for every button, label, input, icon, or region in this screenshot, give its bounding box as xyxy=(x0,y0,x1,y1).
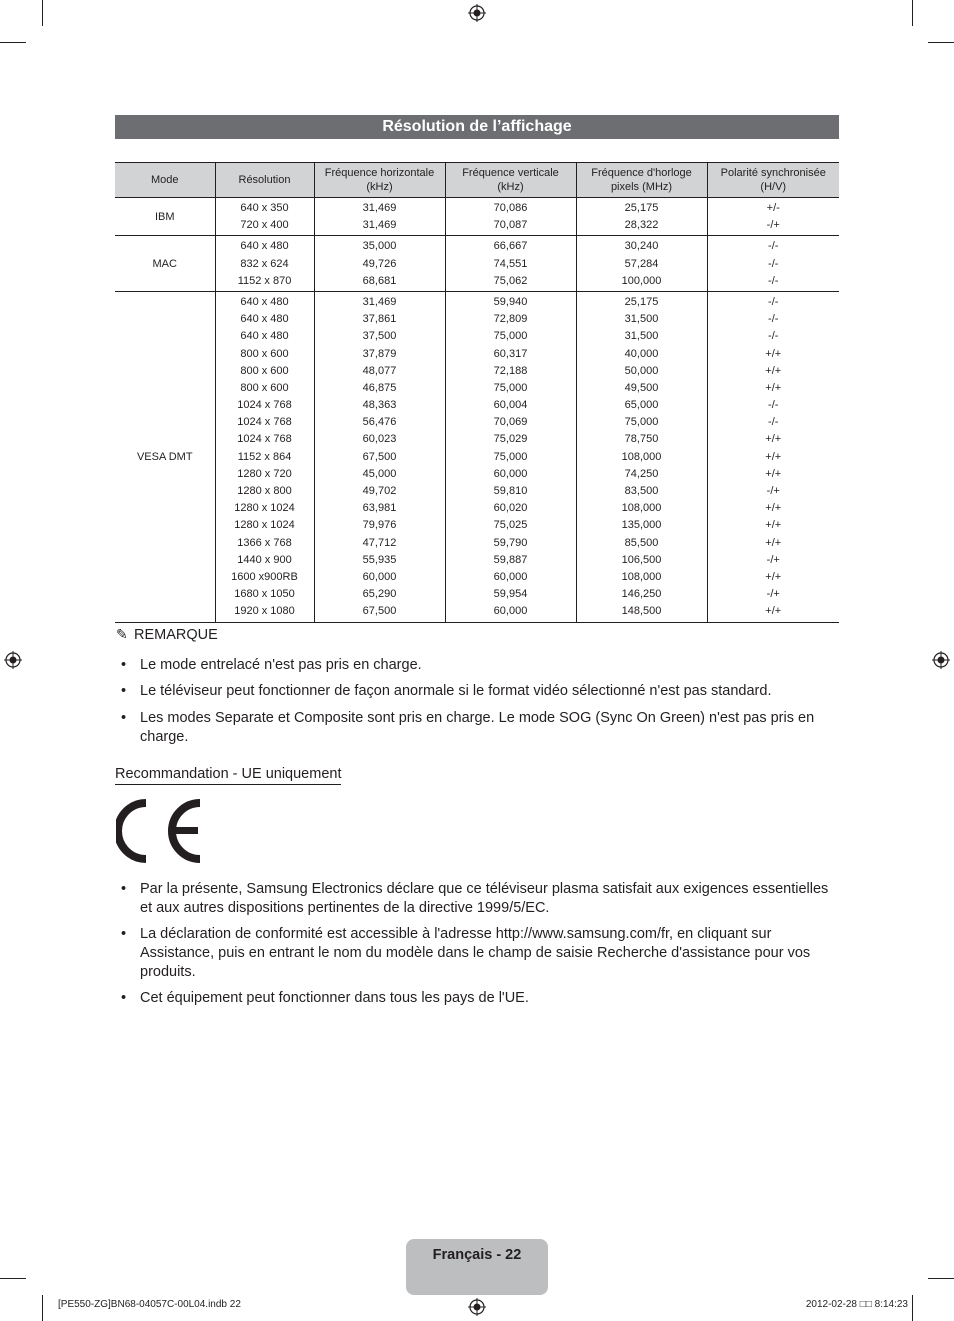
crop-mark xyxy=(912,0,913,26)
cell-value: -/- xyxy=(768,313,779,326)
mode-cell: IBM xyxy=(115,198,215,236)
cell-value: 57,284 xyxy=(624,257,659,270)
cell-value: 1152 x 864 xyxy=(237,450,292,463)
cell-value: 37,879 xyxy=(362,347,397,360)
registration-mark-icon xyxy=(468,1298,486,1316)
cell-value: 75,000 xyxy=(624,416,659,429)
cell-value: 67,500 xyxy=(362,450,397,463)
cell-value: 1280 x 720 xyxy=(237,467,292,480)
cell-value: 720 x 400 xyxy=(240,219,289,232)
cell-value: +/- xyxy=(766,202,780,214)
cell-value: 108,000 xyxy=(621,570,662,583)
table-cell xyxy=(707,291,839,622)
cell-value: -/+ xyxy=(766,588,780,601)
table-cell xyxy=(314,291,445,622)
cell-value: 59,887 xyxy=(493,553,528,566)
table-cell xyxy=(707,236,839,292)
cell-value: 1680 x 1050 xyxy=(234,588,295,601)
cell-value: -/- xyxy=(768,330,779,343)
cell-value: 60,000 xyxy=(493,605,528,618)
cell-value: -/+ xyxy=(766,553,780,566)
cell-value: +/+ xyxy=(765,536,782,549)
cell-value: 25,175 xyxy=(624,295,659,308)
cell-value: 1024 x 768 xyxy=(237,433,292,446)
cell-value: 31,469 xyxy=(362,295,397,308)
cell-value: 70,069 xyxy=(493,416,528,429)
cell-value: 108,000 xyxy=(621,502,662,515)
cell-value: 68,681 xyxy=(362,274,397,287)
cell-value: -/+ xyxy=(766,219,780,232)
cell-value: +/+ xyxy=(765,347,782,360)
column-header: Fréquence d'horloge pixels (MHz) xyxy=(576,163,707,198)
table-cell xyxy=(576,198,707,236)
page-number-tab: Français - 22 xyxy=(406,1239,548,1295)
cell-value: 35,000 xyxy=(362,240,397,253)
cell-value: 60,000 xyxy=(493,570,528,583)
table-cell xyxy=(576,236,707,292)
cell-value: 31,500 xyxy=(624,330,659,343)
cell-value: 31,469 xyxy=(362,219,397,232)
cell-value: -/- xyxy=(768,240,779,253)
cell-value: 100,000 xyxy=(621,274,662,287)
cell-value: -/- xyxy=(768,399,779,412)
cell-value: 1280 x 1024 xyxy=(234,519,295,532)
cell-value: 108,000 xyxy=(621,450,662,463)
note-list xyxy=(115,656,839,747)
cell-value: 75,062 xyxy=(493,274,528,287)
table-cell xyxy=(576,291,707,622)
cell-value: 79,976 xyxy=(362,519,397,532)
cell-value: 60,000 xyxy=(362,570,397,583)
cell-value: 56,476 xyxy=(362,416,397,429)
table-cell xyxy=(215,291,314,622)
crop-mark xyxy=(42,1295,43,1321)
timestamp-slug: 2012-02-28 □□ 8:14:23 xyxy=(805,1299,908,1310)
cell-value: +/+ xyxy=(765,381,782,394)
cell-value: 70,086 xyxy=(493,202,528,214)
cell-value: 25,175 xyxy=(624,202,659,214)
cell-value: 60,023 xyxy=(362,433,397,446)
pencil-icon: ✎ xyxy=(116,626,128,642)
cell-value: 75,029 xyxy=(493,433,528,446)
column-header: Fréquence horizontale (kHz) xyxy=(314,163,445,198)
column-header: Polarité synchronisée (H/V) xyxy=(707,163,839,198)
cell-value: 1280 x 800 xyxy=(237,485,292,497)
cell-value: 72,188 xyxy=(493,364,528,377)
table-cell xyxy=(445,236,576,292)
column-header: Mode xyxy=(115,163,215,198)
cell-value: 63,981 xyxy=(362,502,397,515)
column-header: Fréquence verticale (kHz) xyxy=(445,163,576,198)
cell-value: 30,240 xyxy=(624,240,659,253)
cell-value: +/+ xyxy=(765,605,782,618)
cell-value: 37,861 xyxy=(362,313,397,326)
cell-value: 640 x 350 xyxy=(240,202,289,214)
cell-value: 75,000 xyxy=(493,330,528,343)
table-cell xyxy=(215,198,314,236)
cell-value: +/+ xyxy=(765,502,782,515)
crop-mark xyxy=(928,1278,954,1279)
cell-value: 85,500 xyxy=(624,536,659,549)
cell-value: 74,551 xyxy=(493,257,528,270)
list-item: • Cet équipement peut fonctionner dans tous les pays de l'UE. xyxy=(115,989,839,1008)
mode-cell: VESA DMT xyxy=(115,291,215,622)
cell-value: 60,000 xyxy=(493,467,528,480)
table-row xyxy=(115,236,839,292)
column-header: Résolution xyxy=(215,163,314,198)
mode-cell: MAC xyxy=(115,236,215,292)
recommendation-list xyxy=(115,880,839,1008)
cell-value: 60,004 xyxy=(493,399,528,412)
crop-mark xyxy=(928,42,954,43)
table-row xyxy=(115,291,839,622)
cell-value: 59,940 xyxy=(493,295,528,308)
cell-value: 75,025 xyxy=(493,519,528,532)
cell-value: 59,954 xyxy=(493,588,528,601)
table-header-row xyxy=(115,163,839,198)
cell-value: 47,712 xyxy=(362,536,397,549)
cell-value: 74,250 xyxy=(624,467,659,480)
table-cell xyxy=(215,236,314,292)
crop-mark xyxy=(0,1278,26,1279)
cell-value: 70,087 xyxy=(493,219,528,232)
cell-value: 59,810 xyxy=(493,485,528,497)
resolution-table xyxy=(115,162,839,623)
cell-value: 106,500 xyxy=(621,553,662,566)
cell-value: 31,469 xyxy=(362,202,397,214)
cell-value: 31,500 xyxy=(624,313,659,326)
cell-value: +/+ xyxy=(765,433,782,446)
cell-value: 1280 x 1024 xyxy=(234,502,295,515)
cell-value: 49,702 xyxy=(362,485,397,497)
recommendation-title: Recommandation - UE uniquement xyxy=(115,766,341,785)
cell-value: +/+ xyxy=(765,450,782,463)
cell-value: 28,322 xyxy=(624,219,659,232)
list-item: • Les modes Separate et Composite sont pris en charge. Le mode SOG (Sync On Green) n'est pas pris en charge. xyxy=(115,709,839,747)
table-cell xyxy=(314,236,445,292)
list-item: • Le téléviseur peut fonctionner de façon anormale si le format vidéo sélectionné n'est pas standard. xyxy=(115,682,839,701)
cell-value: 37,500 xyxy=(362,330,397,343)
cell-value: 40,000 xyxy=(624,347,659,360)
file-slug: [PE550-ZG]BN68-04057C-00L04.indb 22 xyxy=(58,1299,241,1310)
ce-mark-logo xyxy=(116,799,204,863)
cell-value: 48,363 xyxy=(362,399,397,412)
cell-value: +/+ xyxy=(765,364,782,377)
cell-value: 75,000 xyxy=(493,450,528,463)
registration-mark-icon xyxy=(468,4,486,22)
cell-value: 78,750 xyxy=(624,433,659,446)
table-cell xyxy=(707,198,839,236)
crop-mark xyxy=(0,42,26,43)
cell-value: 148,500 xyxy=(621,605,662,618)
cell-value: 1024 x 768 xyxy=(237,416,292,429)
cell-value: 67,500 xyxy=(362,605,397,618)
crop-mark xyxy=(42,0,43,26)
cell-value: -/- xyxy=(768,257,779,270)
cell-value: 83,500 xyxy=(624,485,659,497)
cell-value: 65,290 xyxy=(362,588,397,601)
cell-value: 49,500 xyxy=(624,381,659,394)
section-title: Résolution de l’affichage xyxy=(115,115,839,139)
cell-value: 48,077 xyxy=(362,364,397,377)
cell-value: 65,000 xyxy=(624,399,659,412)
cell-value: 640 x 480 xyxy=(240,240,289,253)
cell-value: -/+ xyxy=(766,485,780,497)
cell-value: 1440 x 900 xyxy=(237,553,292,566)
cell-value: +/+ xyxy=(765,570,782,583)
table-cell xyxy=(314,198,445,236)
table-cell xyxy=(445,198,576,236)
cell-value: +/+ xyxy=(765,467,782,480)
cell-value: 800 x 600 xyxy=(240,347,289,360)
cell-value: -/- xyxy=(768,274,779,287)
cell-value: 60,317 xyxy=(493,347,528,360)
cell-value: 75,000 xyxy=(493,381,528,394)
list-item: • La déclaration de conformité est accessible à l'adresse http://www.samsung.com/fr, en cliquant sur Assistance, puis en entrant le nom du modèle dans le champ de saisie Recherche d'assistance pour vos produits. xyxy=(115,925,839,982)
cell-value: 800 x 600 xyxy=(240,381,289,394)
cell-value: 46,875 xyxy=(362,381,397,394)
note-label: REMARQUE xyxy=(134,627,218,643)
crop-mark xyxy=(912,1295,913,1321)
cell-value: 66,667 xyxy=(493,240,528,253)
cell-value: 55,935 xyxy=(362,553,397,566)
list-item: • Le mode entrelacé n'est pas pris en charge. xyxy=(115,656,839,675)
cell-value: 50,000 xyxy=(624,364,659,377)
cell-value: 640 x 480 xyxy=(240,330,289,343)
table-body xyxy=(115,198,839,623)
cell-value: 640 x 480 xyxy=(240,313,289,326)
cell-value: 49,726 xyxy=(362,257,397,270)
cell-value: 135,000 xyxy=(621,519,662,532)
cell-value: 45,000 xyxy=(362,467,397,480)
registration-mark-icon xyxy=(4,651,22,669)
cell-value: 1600 x900RB xyxy=(231,570,298,583)
cell-value: 146,250 xyxy=(621,588,662,601)
cell-value: +/+ xyxy=(765,519,782,532)
cell-value: 59,790 xyxy=(493,536,528,549)
cell-value: 72,809 xyxy=(493,313,528,326)
cell-value: 60,020 xyxy=(493,502,528,515)
cell-value: 640 x 480 xyxy=(240,295,289,308)
table-cell xyxy=(445,291,576,622)
cell-value: 832 x 624 xyxy=(240,257,289,270)
cell-value: 1024 x 768 xyxy=(237,399,292,412)
cell-value: 1920 x 1080 xyxy=(234,605,295,618)
registration-mark-icon xyxy=(932,651,950,669)
table-row xyxy=(115,198,839,236)
cell-value: 1152 x 870 xyxy=(237,274,292,287)
cell-value: 1366 x 768 xyxy=(237,536,292,549)
cell-value: -/- xyxy=(768,416,779,429)
cell-value: -/- xyxy=(768,295,779,308)
list-item: • Par la présente, Samsung Electronics déclare que ce téléviseur plasma satisfait aux exigences essentielles et aux autres dispositions pertinentes de la directive 1999/5/EC. xyxy=(115,880,839,918)
note-heading xyxy=(116,626,218,643)
cell-value: 800 x 600 xyxy=(240,364,289,377)
